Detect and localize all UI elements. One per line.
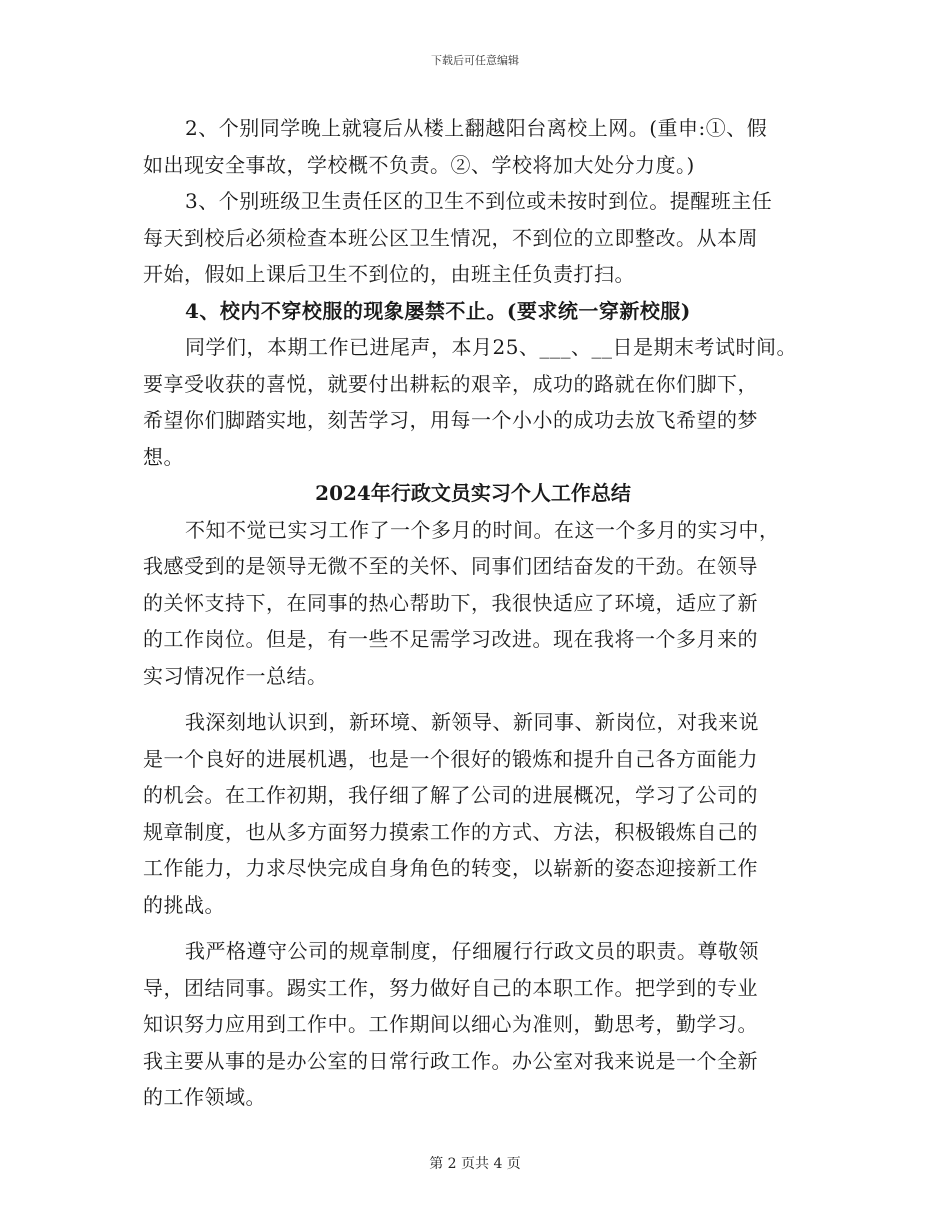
text-line: 每天到校后必须检查本班公区卫生情况，不到位的立即整改。从本周: [143, 225, 758, 250]
summary-paragraph-1: [143, 512, 833, 695]
text-line: 我深刻地认识到，新环境、新领导、新同事、新岗位，对我来说: [185, 710, 759, 734]
text-line: 2、个别同学晚上就寝后从楼上翻越阳台离校上网。(重申:①、假: [185, 116, 768, 140]
text-line: 我主要从事的是办公室的日常行政工作。办公室对我来说是一个全新: [143, 1048, 758, 1073]
text-line: 工作能力，力求尽快完成自身角色的转变，以崭新的姿态迎接新工作: [143, 856, 758, 880]
page-number: 第 2 页共 4 页: [429, 1156, 521, 1172]
text-line: 的机会。在工作初期，我仔细了解了公司的进展概况，学习了公司的: [143, 783, 758, 807]
paragraph-item-3: [143, 183, 833, 293]
header-note: 下载后可任意编辑: [431, 54, 519, 67]
text-line: 如出现安全事故，学校概不负责。②、学校将加大处分力度。): [143, 152, 695, 177]
text-line: 不知不觉已实习工作了一个多月的时间。在这一个多月的实习中，: [185, 517, 780, 542]
summary-paragraph-2: [143, 704, 833, 923]
paragraph-item-4: [143, 293, 833, 330]
paragraph-item-2: [143, 110, 833, 183]
text-line: 规章制度，也从多方面努力摸索工作的方式、方法，积极锻炼自己的: [143, 819, 758, 844]
text-line: 知识努力应用到工作中。工作期间以细心为准则，勤思考，勤学习。: [143, 1012, 758, 1036]
text-line: 要享受收获的喜悦，就要付出耕耘的艰辛，成功的路就在你们脚下，: [143, 371, 758, 396]
text-line: 同学们，本期工作已进尾声，本月25、___、__日是期末考试时间。: [185, 335, 797, 359]
text-line: 是一个良好的进展机遇，也是一个很好的锻炼和提升自己各方面能力: [143, 746, 758, 771]
text-line: 想。: [143, 444, 184, 469]
document-body: [143, 110, 833, 1116]
section-title: 2024年行政文员实习个人工作总结: [315, 481, 631, 505]
text-line: 希望你们脚踏实地，刻苦学习，用每一个小小的成功去放飞希望的梦: [143, 408, 758, 432]
text-line: 3、个别班级卫生责任区的卫生不到位或未按时到位。提醒班主任: [185, 189, 773, 213]
text-line: 的挑战。: [143, 892, 225, 917]
text-line: 的关怀支持下，在同事的热心帮助下，我很快适应了环境，适应了新: [143, 590, 758, 615]
text-line: 实习情况作一总结。: [143, 663, 328, 688]
text-line: 的工作领域。: [143, 1085, 266, 1109]
text-line: 导，团结同事。踢实工作，努力做好自己的本职工作。把学到的专业: [143, 975, 758, 1000]
text-line: 我感受到的是领导无微不至的关怀、同事们团结奋发的干劲。在领导: [143, 554, 758, 578]
paragraph-closing: [143, 329, 833, 475]
text-line-bold: 4、校内不穿校服的现象屡禁不止。(要求统一穿新校服): [185, 298, 691, 323]
text-line: 的工作岗位。但是，有一些不足需学习改进。现在我将一个多月来的: [143, 627, 758, 651]
text-line: 开始，假如上课后卫生不到位的，由班主任负责打扫。: [143, 262, 635, 286]
text-line: 我严格遵守公司的规章制度，仔细履行行政文员的职责。尊敬领: [185, 939, 759, 963]
summary-paragraph-3: [143, 933, 833, 1116]
